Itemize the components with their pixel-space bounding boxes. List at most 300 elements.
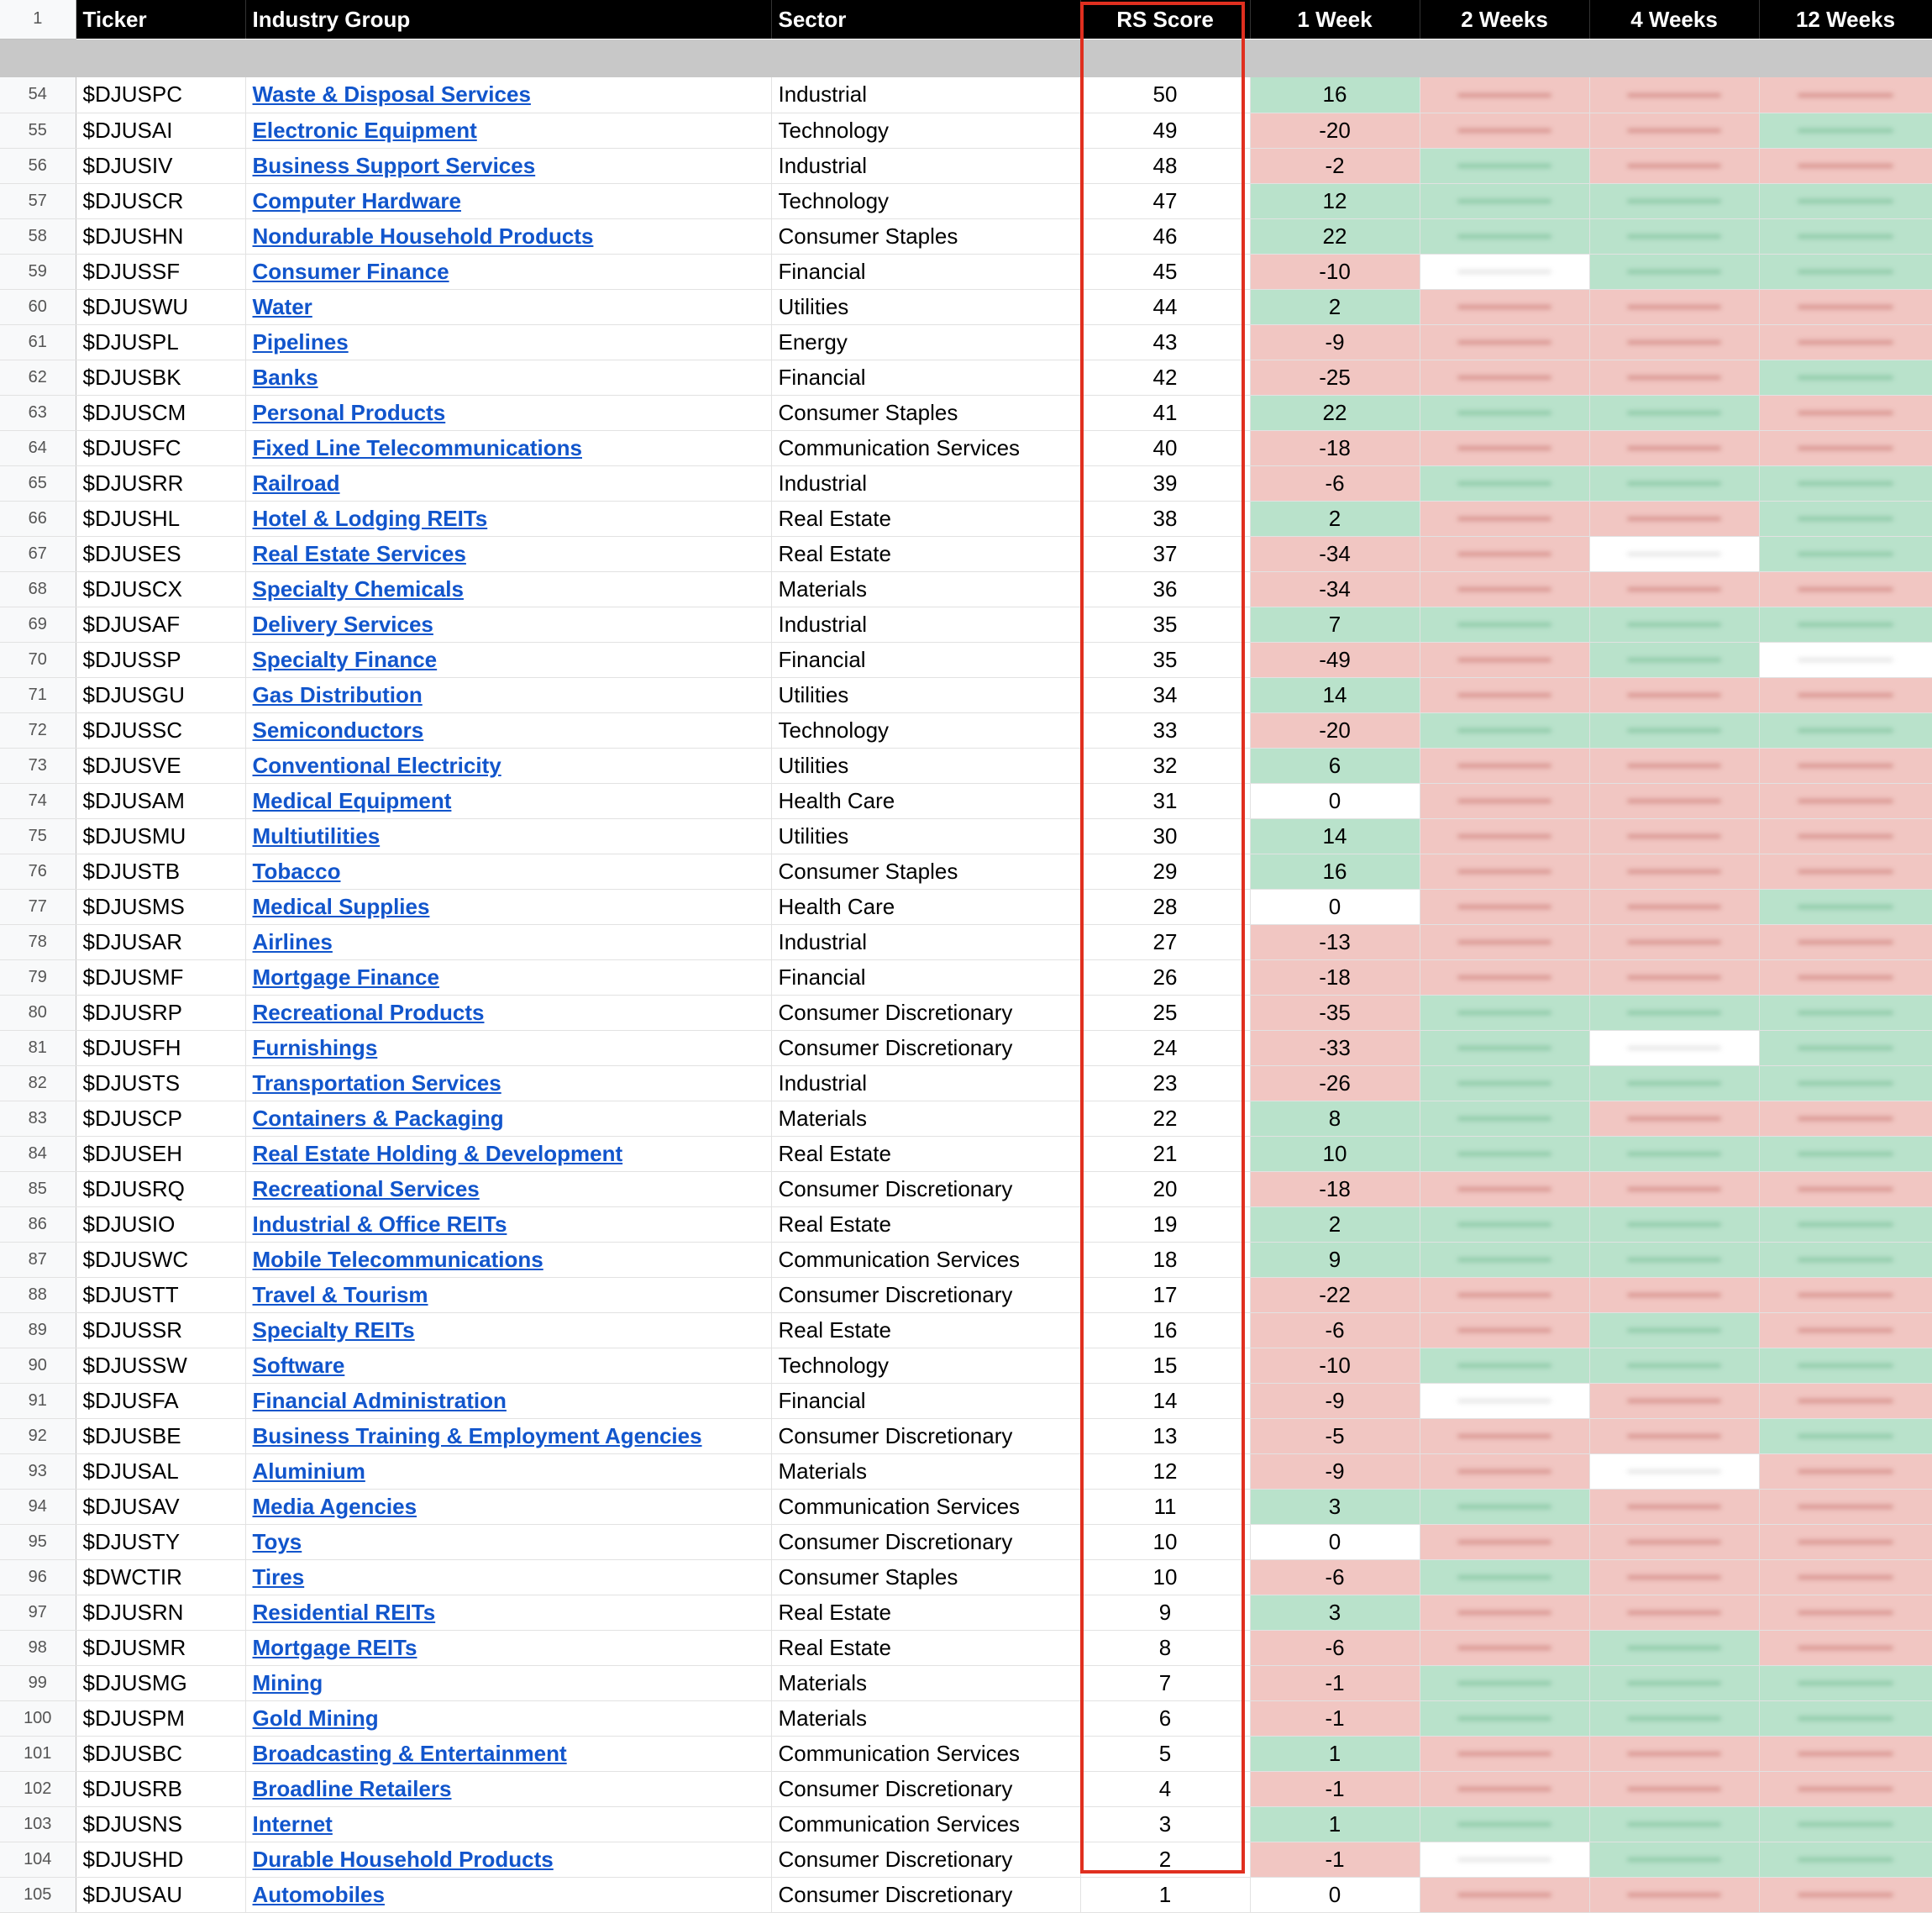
industry-group-link[interactable]: Multiutilities — [252, 822, 381, 849]
twelve-weeks-blurred-cell[interactable] — [1759, 1630, 1932, 1665]
four-weeks-blurred-cell[interactable] — [1589, 1806, 1759, 1842]
row-number[interactable]: 75 — [0, 818, 76, 854]
rs-score-cell[interactable]: 47 — [1080, 183, 1250, 218]
row-number[interactable]: 89 — [0, 1312, 76, 1348]
four-weeks-blurred-cell[interactable] — [1589, 183, 1759, 218]
ticker-cell[interactable]: $DJUSSR — [76, 1312, 245, 1348]
ticker-cell[interactable]: $DJUSMF — [76, 959, 245, 995]
twelve-weeks-blurred-cell[interactable] — [1759, 642, 1932, 677]
one-week-change-cell[interactable]: -18 — [1250, 959, 1420, 995]
rs-score-cell[interactable]: 31 — [1080, 783, 1250, 818]
four-weeks-blurred-cell[interactable] — [1589, 1136, 1759, 1171]
sector-cell[interactable]: Industrial — [771, 924, 1080, 959]
industry-group-cell[interactable] — [245, 889, 771, 924]
rs-score-cell[interactable]: 45 — [1080, 254, 1250, 289]
two-weeks-blurred-cell[interactable] — [1420, 1206, 1589, 1242]
two-weeks-blurred-cell[interactable] — [1420, 1418, 1589, 1453]
industry-group-link[interactable]: Conventional Electricity — [252, 752, 501, 778]
sector-cell[interactable]: Health Care — [771, 783, 1080, 818]
ticker-cell[interactable]: $DJUSMS — [76, 889, 245, 924]
four-weeks-blurred-cell[interactable] — [1589, 1736, 1759, 1771]
industry-group-cell[interactable] — [245, 1842, 771, 1877]
row-header-1[interactable]: 1 — [0, 0, 76, 39]
two-weeks-blurred-cell[interactable] — [1420, 183, 1589, 218]
row-number[interactable]: 102 — [0, 1771, 76, 1806]
four-weeks-blurred-cell[interactable] — [1589, 607, 1759, 642]
industry-group-cell[interactable] — [245, 77, 771, 113]
row-number[interactable]: 94 — [0, 1489, 76, 1524]
industry-group-cell[interactable] — [245, 148, 771, 183]
industry-group-link[interactable]: Electronic Equipment — [252, 117, 477, 143]
sector-cell[interactable]: Consumer Staples — [771, 854, 1080, 889]
ticker-cell[interactable]: $DJUSBE — [76, 1418, 245, 1453]
column-header-industry-group[interactable]: Industry Group — [245, 0, 771, 39]
industry-group-cell[interactable] — [245, 959, 771, 995]
rs-score-cell[interactable]: 8 — [1080, 1630, 1250, 1665]
rs-score-cell[interactable]: 7 — [1080, 1665, 1250, 1700]
rs-score-cell[interactable]: 5 — [1080, 1736, 1250, 1771]
ticker-cell[interactable]: $DJUSTB — [76, 854, 245, 889]
row-number[interactable]: 74 — [0, 783, 76, 818]
ticker-cell[interactable]: $DJUSAV — [76, 1489, 245, 1524]
one-week-change-cell[interactable]: -22 — [1250, 1277, 1420, 1312]
four-weeks-blurred-cell[interactable] — [1589, 571, 1759, 607]
four-weeks-blurred-cell[interactable] — [1589, 1418, 1759, 1453]
ticker-cell[interactable]: $DJUSHN — [76, 218, 245, 254]
ticker-cell[interactable]: $DJUSBC — [76, 1736, 245, 1771]
industry-group-link[interactable]: Hotel & Lodging REITs — [252, 505, 488, 531]
row-number[interactable]: 79 — [0, 959, 76, 995]
industry-group-link[interactable]: Software — [252, 1352, 345, 1378]
rs-score-cell[interactable]: 3 — [1080, 1806, 1250, 1842]
industry-group-link[interactable]: Business Training & Employment Agencies — [252, 1422, 702, 1448]
industry-group-cell[interactable] — [245, 1736, 771, 1771]
industry-group-cell[interactable] — [245, 254, 771, 289]
industry-group-cell[interactable] — [245, 1206, 771, 1242]
four-weeks-blurred-cell[interactable] — [1589, 1665, 1759, 1700]
industry-group-link[interactable]: Industrial & Office REITs — [252, 1211, 507, 1237]
industry-group-cell[interactable] — [245, 465, 771, 501]
twelve-weeks-blurred-cell[interactable] — [1759, 1771, 1932, 1806]
twelve-weeks-blurred-cell[interactable] — [1759, 148, 1932, 183]
two-weeks-blurred-cell[interactable] — [1420, 360, 1589, 395]
industry-group-cell[interactable] — [245, 1559, 771, 1595]
sector-cell[interactable]: Communication Services — [771, 1806, 1080, 1842]
one-week-change-cell[interactable]: 7 — [1250, 607, 1420, 642]
four-weeks-blurred-cell[interactable] — [1589, 642, 1759, 677]
twelve-weeks-blurred-cell[interactable] — [1759, 1877, 1932, 1912]
four-weeks-blurred-cell[interactable] — [1589, 959, 1759, 995]
industry-group-cell[interactable] — [245, 1277, 771, 1312]
rs-score-cell[interactable]: 32 — [1080, 748, 1250, 783]
ticker-cell[interactable]: $DJUSRQ — [76, 1171, 245, 1206]
two-weeks-blurred-cell[interactable] — [1420, 783, 1589, 818]
industry-group-cell[interactable] — [245, 1136, 771, 1171]
row-number[interactable]: 101 — [0, 1736, 76, 1771]
two-weeks-blurred-cell[interactable] — [1420, 1489, 1589, 1524]
two-weeks-blurred-cell[interactable] — [1420, 148, 1589, 183]
row-number[interactable]: 96 — [0, 1559, 76, 1595]
one-week-change-cell[interactable]: -1 — [1250, 1842, 1420, 1877]
four-weeks-blurred-cell[interactable] — [1589, 1277, 1759, 1312]
frozen-row-divider[interactable] — [0, 39, 1932, 77]
one-week-change-cell[interactable]: 8 — [1250, 1101, 1420, 1136]
ticker-cell[interactable]: $DJUSCP — [76, 1101, 245, 1136]
industry-group-link[interactable]: Toys — [252, 1528, 302, 1554]
sector-cell[interactable]: Energy — [771, 324, 1080, 360]
two-weeks-blurred-cell[interactable] — [1420, 1383, 1589, 1418]
one-week-change-cell[interactable]: -26 — [1250, 1065, 1420, 1101]
rs-score-cell[interactable]: 42 — [1080, 360, 1250, 395]
twelve-weeks-blurred-cell[interactable] — [1759, 924, 1932, 959]
two-weeks-blurred-cell[interactable] — [1420, 1736, 1589, 1771]
ticker-cell[interactable]: $DJUSRP — [76, 995, 245, 1030]
ticker-cell[interactable]: $DJUSTS — [76, 1065, 245, 1101]
rs-score-cell[interactable]: 21 — [1080, 1136, 1250, 1171]
ticker-cell[interactable]: $DJUSTY — [76, 1524, 245, 1559]
industry-group-cell[interactable] — [245, 818, 771, 854]
twelve-weeks-blurred-cell[interactable] — [1759, 183, 1932, 218]
two-weeks-blurred-cell[interactable] — [1420, 1877, 1589, 1912]
four-weeks-blurred-cell[interactable] — [1589, 1348, 1759, 1383]
rs-score-cell[interactable]: 12 — [1080, 1453, 1250, 1489]
industry-group-cell[interactable] — [245, 1489, 771, 1524]
rs-score-cell[interactable]: 34 — [1080, 677, 1250, 712]
twelve-weeks-blurred-cell[interactable] — [1759, 1453, 1932, 1489]
sector-cell[interactable]: Industrial — [771, 148, 1080, 183]
row-number[interactable]: 95 — [0, 1524, 76, 1559]
row-number[interactable]: 55 — [0, 113, 76, 148]
one-week-change-cell[interactable]: 0 — [1250, 889, 1420, 924]
one-week-change-cell[interactable]: -5 — [1250, 1418, 1420, 1453]
sector-cell[interactable]: Utilities — [771, 677, 1080, 712]
industry-group-link[interactable]: Semiconductors — [252, 717, 424, 743]
twelve-weeks-blurred-cell[interactable] — [1759, 1206, 1932, 1242]
industry-group-cell[interactable] — [245, 289, 771, 324]
sector-cell[interactable]: Materials — [771, 571, 1080, 607]
two-weeks-blurred-cell[interactable] — [1420, 501, 1589, 536]
sector-cell[interactable]: Consumer Discretionary — [771, 1277, 1080, 1312]
row-number[interactable]: 100 — [0, 1700, 76, 1736]
two-weeks-blurred-cell[interactable] — [1420, 1595, 1589, 1630]
rs-score-cell[interactable]: 23 — [1080, 1065, 1250, 1101]
ticker-cell[interactable]: $DJUSAF — [76, 607, 245, 642]
four-weeks-blurred-cell[interactable] — [1589, 218, 1759, 254]
two-weeks-blurred-cell[interactable] — [1420, 889, 1589, 924]
twelve-weeks-blurred-cell[interactable] — [1759, 1418, 1932, 1453]
twelve-weeks-blurred-cell[interactable] — [1759, 1559, 1932, 1595]
sector-cell[interactable]: Real Estate — [771, 1136, 1080, 1171]
four-weeks-blurred-cell[interactable] — [1589, 360, 1759, 395]
sector-cell[interactable]: Health Care — [771, 889, 1080, 924]
two-weeks-blurred-cell[interactable] — [1420, 1030, 1589, 1065]
rs-score-cell[interactable]: 41 — [1080, 395, 1250, 430]
industry-group-link[interactable]: Recreational Products — [252, 999, 485, 1025]
industry-group-link[interactable]: Mortgage Finance — [252, 964, 439, 990]
industry-group-cell[interactable] — [245, 783, 771, 818]
ticker-cell[interactable]: $DJUSFH — [76, 1030, 245, 1065]
row-number[interactable]: 54 — [0, 77, 76, 113]
industry-group-link[interactable]: Tires — [252, 1564, 305, 1590]
one-week-change-cell[interactable]: -1 — [1250, 1665, 1420, 1700]
rs-score-cell[interactable]: 15 — [1080, 1348, 1250, 1383]
row-number[interactable]: 71 — [0, 677, 76, 712]
rs-score-cell[interactable]: 14 — [1080, 1383, 1250, 1418]
four-weeks-blurred-cell[interactable] — [1589, 1383, 1759, 1418]
rs-score-cell[interactable]: 27 — [1080, 924, 1250, 959]
row-number[interactable]: 56 — [0, 148, 76, 183]
two-weeks-blurred-cell[interactable] — [1420, 1101, 1589, 1136]
row-number[interactable]: 84 — [0, 1136, 76, 1171]
rs-score-cell[interactable]: 43 — [1080, 324, 1250, 360]
twelve-weeks-blurred-cell[interactable] — [1759, 536, 1932, 571]
industry-group-cell[interactable] — [245, 1242, 771, 1277]
two-weeks-blurred-cell[interactable] — [1420, 324, 1589, 360]
row-number[interactable]: 98 — [0, 1630, 76, 1665]
twelve-weeks-blurred-cell[interactable] — [1759, 995, 1932, 1030]
one-week-change-cell[interactable]: -1 — [1250, 1700, 1420, 1736]
industry-group-link[interactable]: Medical Equipment — [252, 787, 452, 813]
sector-cell[interactable]: Consumer Discretionary — [771, 1842, 1080, 1877]
rs-score-cell[interactable]: 19 — [1080, 1206, 1250, 1242]
industry-group-link[interactable]: Computer Hardware — [252, 187, 461, 213]
one-week-change-cell[interactable]: 10 — [1250, 1136, 1420, 1171]
two-weeks-blurred-cell[interactable] — [1420, 1242, 1589, 1277]
industry-group-link[interactable]: Tobacco — [252, 858, 341, 884]
sector-cell[interactable]: Utilities — [771, 289, 1080, 324]
row-number[interactable]: 63 — [0, 395, 76, 430]
rs-score-cell[interactable]: 46 — [1080, 218, 1250, 254]
sector-cell[interactable]: Consumer Discretionary — [771, 995, 1080, 1030]
four-weeks-blurred-cell[interactable] — [1589, 854, 1759, 889]
industry-group-cell[interactable] — [245, 218, 771, 254]
two-weeks-blurred-cell[interactable] — [1420, 642, 1589, 677]
two-weeks-blurred-cell[interactable] — [1420, 536, 1589, 571]
industry-group-link[interactable]: Transportation Services — [252, 1069, 501, 1096]
rs-score-cell[interactable]: 49 — [1080, 113, 1250, 148]
industry-group-cell[interactable] — [245, 1030, 771, 1065]
four-weeks-blurred-cell[interactable] — [1589, 324, 1759, 360]
industry-group-link[interactable]: Real Estate Holding & Development — [252, 1140, 623, 1166]
rs-score-cell[interactable]: 2 — [1080, 1842, 1250, 1877]
two-weeks-blurred-cell[interactable] — [1420, 1771, 1589, 1806]
two-weeks-blurred-cell[interactable] — [1420, 677, 1589, 712]
rs-score-cell[interactable]: 50 — [1080, 77, 1250, 113]
ticker-cell[interactable]: $DJUSHL — [76, 501, 245, 536]
rs-score-cell[interactable]: 33 — [1080, 712, 1250, 748]
industry-group-link[interactable]: Broadline Retailers — [252, 1775, 452, 1801]
one-week-change-cell[interactable]: 0 — [1250, 1524, 1420, 1559]
sector-cell[interactable]: Financial — [771, 959, 1080, 995]
twelve-weeks-blurred-cell[interactable] — [1759, 1312, 1932, 1348]
ticker-cell[interactable]: $DJUSAM — [76, 783, 245, 818]
ticker-cell[interactable]: $DJUSSP — [76, 642, 245, 677]
sector-cell[interactable]: Financial — [771, 360, 1080, 395]
four-weeks-blurred-cell[interactable] — [1589, 113, 1759, 148]
one-week-change-cell[interactable]: 2 — [1250, 289, 1420, 324]
rs-score-cell[interactable]: 6 — [1080, 1700, 1250, 1736]
four-weeks-blurred-cell[interactable] — [1589, 1206, 1759, 1242]
industry-group-cell[interactable] — [245, 1524, 771, 1559]
industry-group-link[interactable]: Aluminium — [252, 1458, 365, 1484]
two-weeks-blurred-cell[interactable] — [1420, 959, 1589, 995]
industry-group-link[interactable]: Internet — [252, 1811, 333, 1837]
four-weeks-blurred-cell[interactable] — [1589, 254, 1759, 289]
sector-cell[interactable]: Utilities — [771, 818, 1080, 854]
two-weeks-blurred-cell[interactable] — [1420, 1630, 1589, 1665]
industry-group-cell[interactable] — [245, 501, 771, 536]
twelve-weeks-blurred-cell[interactable] — [1759, 677, 1932, 712]
two-weeks-blurred-cell[interactable] — [1420, 1806, 1589, 1842]
twelve-weeks-blurred-cell[interactable] — [1759, 1489, 1932, 1524]
two-weeks-blurred-cell[interactable] — [1420, 289, 1589, 324]
one-week-change-cell[interactable]: -10 — [1250, 1348, 1420, 1383]
industry-group-link[interactable]: Personal Products — [252, 399, 446, 425]
rs-score-cell[interactable]: 35 — [1080, 607, 1250, 642]
row-number[interactable]: 85 — [0, 1171, 76, 1206]
four-weeks-blurred-cell[interactable] — [1589, 1630, 1759, 1665]
industry-group-link[interactable]: Specialty REITs — [252, 1317, 415, 1343]
four-weeks-blurred-cell[interactable] — [1589, 924, 1759, 959]
sector-cell[interactable]: Real Estate — [771, 536, 1080, 571]
two-weeks-blurred-cell[interactable] — [1420, 995, 1589, 1030]
four-weeks-blurred-cell[interactable] — [1589, 995, 1759, 1030]
industry-group-cell[interactable] — [245, 1171, 771, 1206]
row-number[interactable]: 86 — [0, 1206, 76, 1242]
industry-group-link[interactable]: Mobile Telecommunications — [252, 1246, 543, 1272]
two-weeks-blurred-cell[interactable] — [1420, 254, 1589, 289]
ticker-cell[interactable]: $DJUSSC — [76, 712, 245, 748]
one-week-change-cell[interactable]: 1 — [1250, 1736, 1420, 1771]
one-week-change-cell[interactable]: -2 — [1250, 148, 1420, 183]
industry-group-link[interactable]: Broadcasting & Entertainment — [252, 1740, 567, 1766]
row-number[interactable]: 104 — [0, 1842, 76, 1877]
industry-group-link[interactable]: Specialty Chemicals — [252, 575, 464, 602]
twelve-weeks-blurred-cell[interactable] — [1759, 1030, 1932, 1065]
rs-score-cell[interactable]: 38 — [1080, 501, 1250, 536]
row-number[interactable]: 78 — [0, 924, 76, 959]
two-weeks-blurred-cell[interactable] — [1420, 77, 1589, 113]
rs-score-cell[interactable]: 48 — [1080, 148, 1250, 183]
one-week-change-cell[interactable]: 14 — [1250, 677, 1420, 712]
sector-cell[interactable]: Materials — [771, 1453, 1080, 1489]
industry-group-cell[interactable] — [245, 1665, 771, 1700]
row-number[interactable]: 60 — [0, 289, 76, 324]
industry-group-cell[interactable] — [245, 1348, 771, 1383]
industry-group-link[interactable]: Durable Household Products — [252, 1846, 554, 1872]
rs-score-cell[interactable]: 13 — [1080, 1418, 1250, 1453]
ticker-cell[interactable]: $DJUSTT — [76, 1277, 245, 1312]
sector-cell[interactable]: Materials — [771, 1700, 1080, 1736]
two-weeks-blurred-cell[interactable] — [1420, 430, 1589, 465]
twelve-weeks-blurred-cell[interactable] — [1759, 571, 1932, 607]
two-weeks-blurred-cell[interactable] — [1420, 1665, 1589, 1700]
twelve-weeks-blurred-cell[interactable] — [1759, 1524, 1932, 1559]
row-number[interactable]: 68 — [0, 571, 76, 607]
rs-score-cell[interactable]: 11 — [1080, 1489, 1250, 1524]
ticker-cell[interactable]: $DJUSBK — [76, 360, 245, 395]
industry-group-link[interactable]: Specialty Finance — [252, 646, 438, 672]
sector-cell[interactable]: Consumer Discretionary — [771, 1771, 1080, 1806]
twelve-weeks-blurred-cell[interactable] — [1759, 1736, 1932, 1771]
sector-cell[interactable]: Real Estate — [771, 501, 1080, 536]
row-number[interactable]: 90 — [0, 1348, 76, 1383]
column-header-12-weeks[interactable]: 12 Weeks — [1759, 0, 1932, 39]
one-week-change-cell[interactable]: 0 — [1250, 783, 1420, 818]
column-header-2-weeks[interactable]: 2 Weeks — [1420, 0, 1589, 39]
four-weeks-blurred-cell[interactable] — [1589, 430, 1759, 465]
row-number[interactable]: 91 — [0, 1383, 76, 1418]
one-week-change-cell[interactable]: -35 — [1250, 995, 1420, 1030]
one-week-change-cell[interactable]: 3 — [1250, 1489, 1420, 1524]
two-weeks-blurred-cell[interactable] — [1420, 712, 1589, 748]
sector-cell[interactable]: Technology — [771, 183, 1080, 218]
twelve-weeks-blurred-cell[interactable] — [1759, 818, 1932, 854]
ticker-cell[interactable]: $DJUSCR — [76, 183, 245, 218]
industry-group-link[interactable]: Water — [252, 293, 312, 319]
industry-group-cell[interactable] — [245, 712, 771, 748]
sector-cell[interactable]: Communication Services — [771, 1736, 1080, 1771]
two-weeks-blurred-cell[interactable] — [1420, 607, 1589, 642]
sector-cell[interactable]: Communication Services — [771, 1242, 1080, 1277]
row-number[interactable]: 81 — [0, 1030, 76, 1065]
two-weeks-blurred-cell[interactable] — [1420, 218, 1589, 254]
four-weeks-blurred-cell[interactable] — [1589, 1030, 1759, 1065]
rs-score-cell[interactable]: 24 — [1080, 1030, 1250, 1065]
industry-group-link[interactable]: Travel & Tourism — [252, 1281, 428, 1307]
industry-group-cell[interactable] — [245, 1312, 771, 1348]
industry-group-cell[interactable] — [245, 1383, 771, 1418]
twelve-weeks-blurred-cell[interactable] — [1759, 1136, 1932, 1171]
industry-group-cell[interactable] — [245, 395, 771, 430]
twelve-weeks-blurred-cell[interactable] — [1759, 607, 1932, 642]
sector-cell[interactable]: Consumer Discretionary — [771, 1877, 1080, 1912]
twelve-weeks-blurred-cell[interactable] — [1759, 430, 1932, 465]
twelve-weeks-blurred-cell[interactable] — [1759, 1842, 1932, 1877]
industry-group-link[interactable]: Consumer Finance — [252, 258, 449, 284]
one-week-change-cell[interactable]: -18 — [1250, 1171, 1420, 1206]
one-week-change-cell[interactable]: 1 — [1250, 1806, 1420, 1842]
sector-cell[interactable]: Industrial — [771, 607, 1080, 642]
two-weeks-blurred-cell[interactable] — [1420, 924, 1589, 959]
industry-group-link[interactable]: Airlines — [252, 928, 333, 954]
four-weeks-blurred-cell[interactable] — [1589, 289, 1759, 324]
ticker-cell[interactable]: $DJUSVE — [76, 748, 245, 783]
sector-cell[interactable]: Consumer Staples — [771, 218, 1080, 254]
two-weeks-blurred-cell[interactable] — [1420, 854, 1589, 889]
row-number[interactable]: 93 — [0, 1453, 76, 1489]
ticker-cell[interactable]: $DJUSRB — [76, 1771, 245, 1806]
rs-score-cell[interactable]: 9 — [1080, 1595, 1250, 1630]
twelve-weeks-blurred-cell[interactable] — [1759, 1171, 1932, 1206]
industry-group-cell[interactable] — [245, 1418, 771, 1453]
industry-group-link[interactable]: Gas Distribution — [252, 681, 423, 707]
four-weeks-blurred-cell[interactable] — [1589, 148, 1759, 183]
ticker-cell[interactable]: $DJUSRR — [76, 465, 245, 501]
sector-cell[interactable]: Technology — [771, 113, 1080, 148]
one-week-change-cell[interactable]: 22 — [1250, 218, 1420, 254]
rs-score-cell[interactable]: 39 — [1080, 465, 1250, 501]
two-weeks-blurred-cell[interactable] — [1420, 818, 1589, 854]
two-weeks-blurred-cell[interactable] — [1420, 395, 1589, 430]
rs-score-cell[interactable]: 1 — [1080, 1877, 1250, 1912]
industry-group-link[interactable]: Business Support Services — [252, 152, 536, 178]
rs-score-cell[interactable]: 26 — [1080, 959, 1250, 995]
industry-group-link[interactable]: Containers & Packaging — [252, 1105, 504, 1131]
four-weeks-blurred-cell[interactable] — [1589, 501, 1759, 536]
twelve-weeks-blurred-cell[interactable] — [1759, 1383, 1932, 1418]
four-weeks-blurred-cell[interactable] — [1589, 1595, 1759, 1630]
